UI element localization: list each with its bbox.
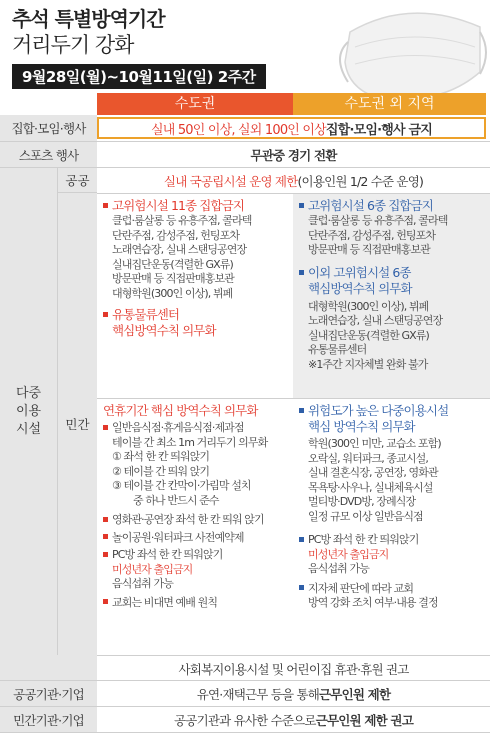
non-metro-holiday-line: 학원(300인 미만, 교습소 포함)	[308, 437, 441, 450]
metro-restaurant-line: 테이블 간 최소 1m 거리두기 의무화	[112, 435, 268, 449]
non-metro-other-line: 대형학원(300인 이상), 뷔페	[308, 299, 429, 313]
row-label-gathering: 집합·모임·행사	[0, 115, 97, 141]
multi-use-label-line3: 시설	[15, 421, 42, 437]
non-metro-high-risk-panel	[293, 194, 490, 398]
metro-high-risk-line: 노래연습장, 실내 스탠딩공연장	[112, 243, 247, 256]
public-org-text-bold: 근무인원 제한	[319, 686, 391, 702]
non-metro-other-line: 실내집단운동(격렬한 GX류)	[308, 328, 429, 342]
non-metro-pcroom-food: 음식섭취 가능	[308, 562, 369, 575]
row-label-private-org: 민간기관·기업	[0, 707, 97, 732]
column-header-non-metro: 수도권 외 지역	[293, 93, 486, 115]
metro-pcroom-minor-ban: 미성년자 출입금지	[112, 562, 193, 576]
period-badge: 9월28일(월)~10월11일(일) 2주간	[12, 64, 266, 89]
non-metro-high-risk-line: 방문판매 등 직접판매홍보관	[308, 243, 430, 256]
sub-label-private: 민간	[57, 193, 97, 655]
metro-high-risk-line: 대형학원(300인 이상), 뷔페	[112, 286, 233, 300]
row-public-org	[0, 680, 490, 707]
multi-use-label-line2: 이용	[15, 403, 42, 419]
metro-restaurant-item: 일반음식점·휴게음식점·제과점	[112, 421, 244, 434]
metro-logistics-heading: 유통물류센터	[112, 307, 180, 322]
private-org-text: 공공기관과 유사한 수준으로	[174, 712, 316, 728]
column-header-metro: 수도권	[97, 93, 293, 115]
metro-high-risk-heading: 고위험시설 11종 집합금지	[112, 198, 245, 213]
blue-bullet-icon	[299, 408, 304, 413]
non-metro-holiday-line: 일정 규모 이상 일반음식점	[308, 509, 423, 523]
red-bullet-icon	[103, 599, 108, 604]
non-metro-pcroom-minor-ban: 미성년자 출입금지	[308, 547, 389, 561]
red-bullet-icon	[103, 534, 108, 539]
metro-restaurant-line: 중 하나 반드시 준수	[133, 493, 219, 507]
metro-logistics-heading-line2: 핵심방역수칙 의무화	[112, 323, 216, 338]
welfare-text: 사회복지이용시설 및 어린이집 휴관·휴원 권고	[97, 655, 490, 681]
red-bullet-icon	[103, 312, 108, 317]
multi-use-label-line1: 다중	[15, 385, 42, 401]
red-bullet-icon	[103, 425, 108, 430]
metro-holiday-panel	[97, 398, 293, 655]
sports-text: 무관중 경기 전환	[250, 147, 337, 163]
non-metro-other-line: 노래연습장, 실내 스탠딩공연장	[308, 314, 443, 327]
non-metro-holiday-line: 실내 결혼식장, 공연장, 영화관	[308, 466, 438, 479]
non-metro-high-risk-line: 단란주점, 감성주점, 헌팅포차	[308, 228, 436, 242]
public-org-text: 유연·재택근무 등을 통해	[196, 686, 320, 702]
gathering-text-red: 실내 50인 이상, 실외 100인 이상	[150, 122, 326, 138]
welfare-label-bg	[0, 655, 97, 680]
sub-label-public: 공공	[57, 168, 97, 193]
non-metro-holiday-heading-line2: 핵심 방역수칙 의무화	[308, 419, 415, 434]
metro-pcroom-item: PC방 좌석 한 칸 띄워앉기	[112, 548, 223, 561]
metro-pcroom-food: 음식섭취 가능	[112, 577, 173, 590]
blue-bullet-icon	[299, 585, 304, 590]
red-bullet-icon	[103, 517, 108, 522]
metro-high-risk-line: 방문판매 등 직접판매홍보관	[112, 272, 234, 285]
non-metro-pcroom-item: PC방 좌석 한 칸 띄워앉기	[308, 533, 419, 546]
blue-bullet-icon	[299, 270, 304, 275]
row-label-public-org: 공공기관·기업	[0, 681, 97, 706]
row-private-org	[0, 707, 490, 733]
non-metro-holiday-panel	[293, 398, 490, 655]
metro-amusement-item: 놀이공원·워터파크 사전예약제	[112, 530, 244, 544]
non-metro-other-line: 유통물류센터	[308, 343, 367, 356]
non-metro-high-risk-line: 클럽·룸살롱 등 유흥주점, 콜라텍	[308, 214, 448, 227]
metro-restaurant-line: ③ 테이블 간 칸막이·가림막 설치	[112, 479, 251, 492]
public-org-cell	[97, 681, 490, 706]
red-bullet-icon	[103, 203, 108, 208]
row-gathering	[0, 115, 490, 142]
non-metro-holiday-line: 오락실, 워터파크, 종교시설,	[308, 451, 428, 465]
public-text-red: 실내 국공립시설 운영 제한	[163, 173, 298, 189]
row-label-sports: 스포츠 행사	[0, 142, 97, 167]
non-metro-high-risk-heading: 고위험시설 6종 집합금지	[308, 198, 433, 213]
metro-restaurant-line: ② 테이블 간 띄워 앉기	[112, 464, 210, 478]
metro-restaurant-line: ① 좌석 한 칸 띄워앉기	[112, 450, 210, 463]
public-text-rest: (이용인원 1/2 수준 운영)	[297, 173, 424, 189]
non-metro-other-heading: 이외 고위험시설 6종	[308, 264, 411, 280]
metro-high-risk-line: 클럽·룸살롱 등 유흥주점, 콜라텍	[112, 214, 252, 227]
metro-holiday-heading: 연휴기간 핵심 방역수칙 의무화	[103, 403, 258, 418]
blue-bullet-icon	[299, 537, 304, 542]
non-metro-holiday-line: 목욕탕·사우나, 실내체육시설	[308, 480, 433, 494]
blue-bullet-icon	[299, 203, 304, 208]
non-metro-holiday-heading: 위험도가 높은 다중이용시설	[308, 403, 449, 418]
non-metro-other-heading-line2: 핵심방역수칙 의무화	[308, 280, 412, 296]
non-metro-church-line2: 방역 강화 조치 여부·내용 결정	[308, 596, 438, 609]
private-org-cell	[97, 707, 490, 732]
red-bullet-icon	[103, 552, 108, 557]
title-line1: 추석 특별방역기간	[12, 7, 165, 31]
title-line2: 거리두기 강화	[12, 33, 134, 57]
metro-cinema-item: 영화관·공연장 좌석 한 칸 띄워 앉기	[112, 513, 264, 526]
non-metro-other-note: ※1주간 지자체별 완화 불가	[308, 357, 428, 371]
gathering-ban-box	[97, 117, 486, 139]
gathering-text-bold: 집합·모임·행사 금지	[325, 122, 432, 138]
metro-church-item: 교회는 비대면 예배 원칙	[112, 595, 218, 609]
multi-use-label	[0, 168, 57, 655]
metro-high-risk-panel	[97, 194, 293, 398]
public-facility-cell	[97, 168, 490, 194]
row-sports	[0, 142, 490, 168]
non-metro-holiday-line: 멀티방·DVD방, 장례식장	[308, 495, 416, 508]
metro-high-risk-line: 실내집단운동(격렬한 GX류)	[112, 257, 233, 271]
private-org-text-bold: 근무인원 제한 권고	[315, 712, 413, 728]
multi-use-block	[0, 168, 490, 680]
metro-high-risk-line: 단란주점, 감성주점, 헌팅포차	[112, 228, 240, 242]
non-metro-church-item: 지자체 판단에 따라 교회	[308, 581, 414, 595]
